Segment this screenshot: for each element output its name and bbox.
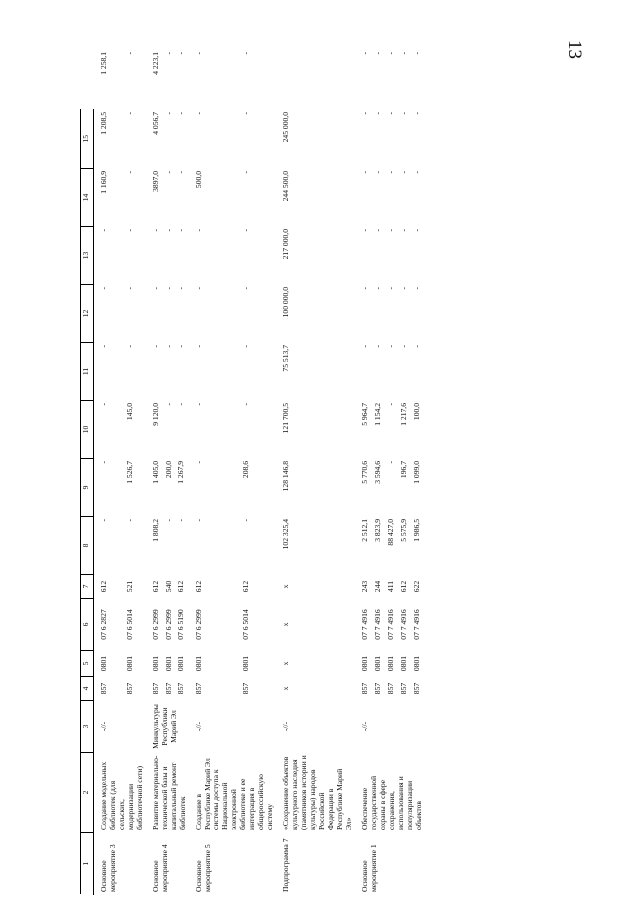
table-cell: - [386, 345, 396, 348]
table-cell: - [386, 287, 396, 290]
column-header: 5 [81, 651, 94, 677]
table-cell: 07 6 5014 [124, 609, 134, 640]
table-cell: - [176, 112, 186, 115]
table-cell: - [124, 52, 134, 55]
table-cell: - [163, 287, 173, 290]
table-cell: 857 [193, 682, 203, 695]
table-cell: 0801 [150, 655, 160, 672]
table-cell: х [281, 661, 291, 666]
table-cell: - [359, 171, 369, 174]
budget-table [80, 50, 424, 895]
table-cell: 1 208,5 [99, 112, 108, 135]
row-executor: -//- [193, 721, 203, 732]
column-header: 8 [81, 517, 94, 575]
column-header: 13 [81, 227, 94, 285]
table-cell: 857 [150, 682, 160, 695]
column-header: 9 [81, 459, 94, 517]
table-cell: 07 6 2827 [99, 609, 108, 640]
column-header: 11 [81, 343, 94, 401]
table-cell: - [411, 171, 421, 174]
table-cell: - [150, 229, 160, 232]
table-header-row [81, 50, 94, 895]
table-cell: 857 [386, 682, 396, 695]
table-row [94, 50, 125, 895]
table-cell: 0801 [398, 655, 408, 672]
table-cell: - [386, 112, 396, 115]
table-cell: - [99, 519, 108, 522]
table-cell: - [163, 112, 173, 115]
table-cell: 121 700,5 [281, 403, 291, 434]
page-number: 13 [564, 40, 585, 59]
table-cell: - [240, 112, 250, 115]
table-cell: 1 986,5 [411, 519, 421, 542]
table-cell: 9 120,0 [150, 403, 160, 426]
table-cell: - [99, 287, 108, 290]
table-cell: - [240, 345, 250, 348]
table-cell: - [163, 229, 173, 232]
column-header: 4 [81, 677, 94, 701]
table-cell: - [163, 52, 173, 55]
row-executor: Минкультуры Республики Марий Эл [150, 704, 178, 749]
table-cell: - [150, 345, 160, 348]
table-cell: 857 [411, 682, 421, 695]
table-cell: - [411, 229, 421, 232]
row-description: Создание в Республике Марий Эл системы доступа к Национальной электронной библиотеке и ее интеграция в общероссийскую систему [193, 758, 275, 830]
table-cell: 2 512,1 [359, 519, 369, 542]
table-cell: 857 [373, 682, 383, 695]
table-cell: - [373, 345, 383, 348]
table-cell: 208,6 [240, 461, 250, 479]
table-cell: - [176, 519, 186, 522]
table-cell: 857 [99, 682, 108, 695]
table-cell: - [359, 52, 369, 55]
table-cell: - [124, 112, 134, 115]
table-row [146, 50, 164, 895]
table-cell: - [373, 112, 383, 115]
table-cell: 100,0 [411, 403, 421, 421]
table-cell: 612 [193, 580, 203, 593]
table-cell: - [240, 403, 250, 406]
table-cell: - [193, 229, 203, 232]
table-cell: 500,0 [193, 171, 203, 189]
table-cell: 1 160,9 [99, 171, 108, 194]
row-description: «Сохранение объектов культурного наследия (памятников истории и культуры) народов Российской Федерации в Республике Марий Эл» [281, 755, 353, 830]
table-cell: 75 513,7 [281, 345, 291, 372]
table-cell: 4 223,1 [150, 52, 160, 75]
table-cell: - [193, 112, 203, 115]
table-cell: 857 [240, 682, 250, 695]
table-cell: 1 526,7 [124, 461, 134, 484]
table-cell: - [373, 171, 383, 174]
table-cell: 0801 [193, 655, 203, 672]
table-cell: - [99, 229, 108, 232]
table-cell: 0801 [359, 655, 369, 672]
table-cell: 07 7 4916 [359, 609, 369, 640]
table-cell: 411 [386, 580, 396, 593]
table-row [189, 50, 241, 895]
table-cell: - [176, 287, 186, 290]
table-cell: 245 000,0 [281, 112, 291, 143]
table-cell: 0801 [176, 655, 186, 672]
table-cell: 102 325,4 [281, 519, 291, 550]
table-cell: 1 258,1 [98, 52, 108, 75]
table-cell: - [411, 287, 421, 290]
table-cell: - [411, 345, 421, 348]
row-label: Основное мероприятие 3 [99, 844, 117, 892]
table-cell: - [398, 171, 408, 174]
table-cell: - [124, 171, 134, 174]
table-cell: - [359, 229, 369, 232]
column-header: 15 [81, 110, 94, 169]
column-header: 2 [81, 753, 94, 833]
table-cell: - [193, 519, 203, 522]
table-cell [276, 50, 355, 110]
table-cell: - [124, 287, 134, 290]
table-cell: 5 575,9 [398, 519, 408, 542]
table-cell: - [193, 403, 203, 406]
table-cell: - [359, 287, 369, 290]
table-cell: 07 6 2999 [150, 609, 160, 640]
table-cell: 1 267,9 [176, 461, 186, 484]
table-cell: - [373, 287, 383, 290]
table-cell: - [124, 229, 134, 232]
table-cell: - [411, 112, 421, 115]
table-cell: - [411, 52, 421, 55]
table-cell: 128 146,8 [281, 461, 291, 492]
table-cell: - [398, 287, 408, 290]
table-cell: - [176, 52, 186, 55]
table-cell: - [398, 345, 408, 348]
table-cell: 3 594,6 [373, 461, 383, 484]
table-cell: - [124, 519, 134, 522]
table-cell: 5 770,6 [359, 461, 369, 484]
table-cell: 1 405,0 [150, 461, 160, 484]
table-row [355, 50, 374, 895]
table-cell: 244 [373, 580, 383, 593]
table-cell: - [124, 345, 134, 348]
row-label: Основное мероприятие 1 [359, 844, 378, 892]
column-header: 3 [81, 701, 94, 753]
table-body [94, 50, 425, 895]
table-cell: - [386, 461, 396, 464]
table-cell: - [240, 229, 250, 232]
table-cell: 612 [99, 580, 108, 593]
table-cell: - [176, 171, 186, 174]
table-cell: 3 823,9 [373, 519, 383, 542]
table-cell: 857 [176, 682, 186, 695]
table-cell: 0801 [240, 655, 250, 672]
table-cell: 540 [163, 580, 173, 593]
table-cell: - [99, 403, 108, 406]
column-header: 14 [81, 169, 94, 227]
table-row [276, 50, 355, 895]
table-cell: 612 [176, 580, 186, 593]
column-header: 6 [81, 599, 94, 651]
table-cell: 0801 [411, 655, 421, 672]
table-cell: 243 [359, 580, 369, 593]
table-cell: - [240, 52, 250, 55]
table-cell: - [99, 345, 108, 348]
table-cell: - [163, 403, 173, 406]
table-cell: 4 056,7 [150, 112, 160, 135]
rotated-table-sheet [80, 50, 550, 895]
table-cell: 1 154,2 [373, 403, 383, 426]
column-header: 12 [81, 285, 94, 343]
table-cell: 857 [163, 682, 173, 695]
table-cell: 612 [240, 580, 250, 593]
row-description: Обеспечение государственной охраны в сфере сохранения, использования и популяризации объектов [359, 775, 423, 830]
table-cell: 622 [411, 580, 421, 593]
row-label: Основное мероприятие 5 [193, 844, 212, 892]
table-cell: 200,0 [163, 461, 173, 479]
table-cell: 07 6 5190 [176, 609, 186, 640]
table-cell: 521 [124, 580, 134, 593]
table-cell: - [398, 112, 408, 115]
table-cell: 145,0 [124, 403, 134, 421]
table-cell: 1 217,6 [398, 403, 408, 426]
table-cell: - [176, 403, 186, 406]
table-cell: - [373, 52, 383, 55]
table-cell: - [193, 52, 203, 55]
table-cell: - [193, 287, 203, 290]
table-cell: - [176, 345, 186, 348]
table-cell: - [359, 345, 369, 348]
table-cell: 07 6 2999 [193, 609, 203, 640]
column-header: 7 [81, 575, 94, 599]
table-cell: х [281, 584, 291, 589]
table-cell: 244 500,0 [281, 171, 291, 202]
table-cell: 0801 [124, 655, 134, 672]
table-cell: 07 6 2999 [163, 609, 173, 640]
table-cell: 100 000,0 [281, 287, 291, 318]
table-cell: 0801 [373, 655, 383, 672]
table-cell: 857 [359, 682, 369, 695]
table-cell: 0801 [99, 655, 108, 672]
table-cell: х [281, 622, 291, 627]
table-cell: - [176, 229, 186, 232]
table-cell: 0801 [163, 655, 173, 672]
table-cell: 07 6 5014 [240, 609, 250, 640]
table-cell: - [386, 52, 396, 55]
table-cell: - [386, 171, 396, 174]
table-cell: - [193, 461, 203, 464]
table-cell: - [386, 229, 396, 232]
table-cell: 1 808,2 [150, 519, 160, 542]
row-label: Подпрограмма 7 [281, 838, 291, 892]
table-cell: - [163, 345, 173, 348]
row-executor: -//- [281, 721, 291, 732]
row-executor: -//- [359, 721, 369, 732]
table-cell: 07 7 4916 [386, 609, 396, 640]
table-cell: 217 000,0 [281, 229, 291, 260]
table-cell: - [240, 171, 250, 174]
table-cell: 0801 [386, 655, 396, 672]
table-cell: - [193, 345, 203, 348]
table-cell: - [240, 519, 250, 522]
table-cell: 1 099,0 [411, 461, 421, 484]
table-cell: 07 7 4916 [398, 609, 408, 640]
table-cell: 857 [398, 682, 408, 695]
row-label: Основное мероприятие 4 [150, 844, 169, 892]
row-executor: -//- [99, 721, 108, 732]
table-cell: - [398, 52, 408, 55]
table-cell: 612 [150, 580, 160, 593]
table-cell: 857 [124, 682, 134, 695]
table-cell: 196,7 [398, 461, 408, 479]
column-header: 10 [81, 401, 94, 459]
table-cell: х [281, 686, 291, 691]
table-cell: 07 7 4916 [411, 609, 421, 640]
table-cell: - [359, 112, 369, 115]
table-cell: 07 7 4916 [373, 609, 383, 640]
table-cell: - [163, 519, 173, 522]
table-cell: - [386, 403, 396, 406]
table-cell: 612 [398, 580, 408, 593]
table-cell: 5 964,7 [359, 403, 369, 426]
table-cell: - [240, 287, 250, 290]
column-header: 1 [81, 833, 94, 895]
row-description: Развитие материально-технической базы и капитальный ремонт библиотек [150, 755, 187, 830]
table-cell: - [99, 461, 108, 464]
table-cell: 88 427,0 [386, 519, 396, 546]
table-cell: - [373, 229, 383, 232]
table-cell: - [150, 287, 160, 290]
table-cell: - [398, 229, 408, 232]
table-cell: 3897,0 [150, 171, 160, 192]
table-cell: - [163, 171, 173, 174]
row-description: Создание модельных библиотек (для сельских, модернизации библиотечной сети) [99, 761, 144, 830]
